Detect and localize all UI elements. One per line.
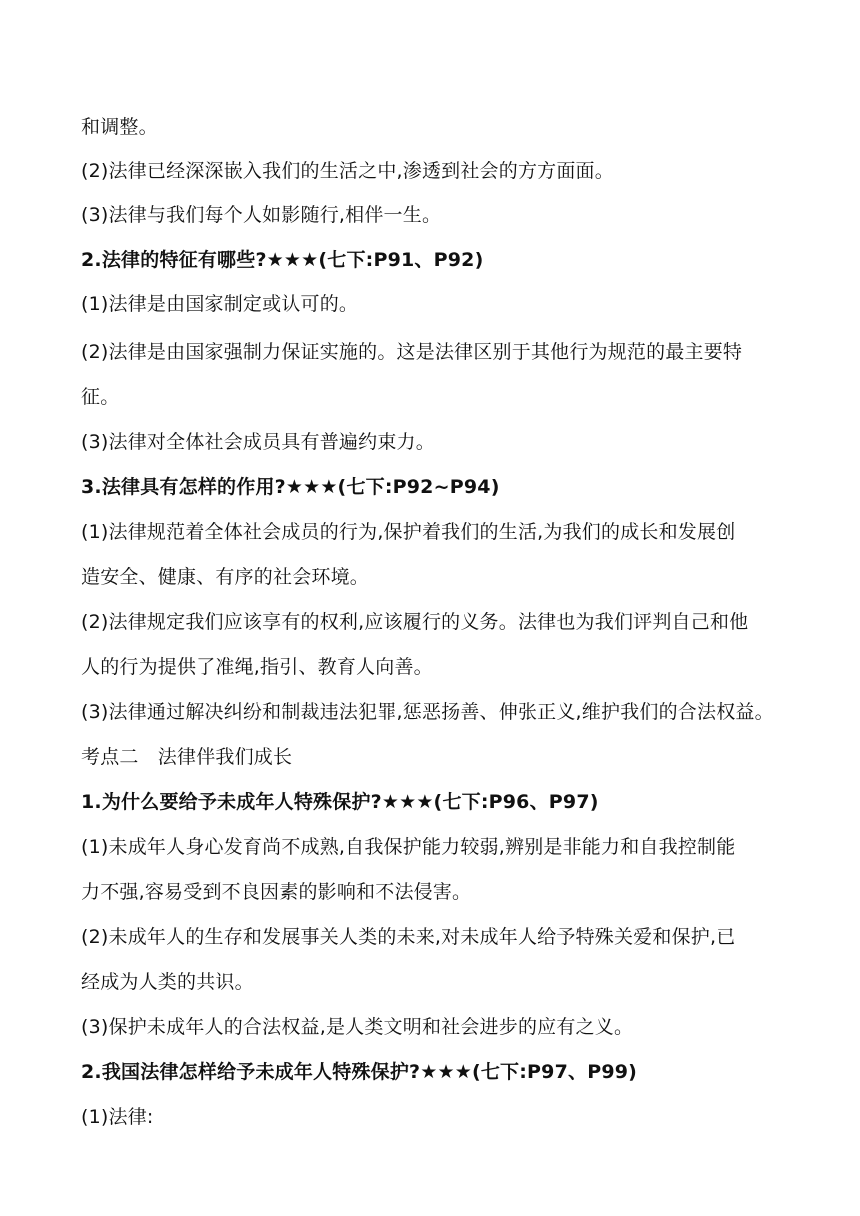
text-line-item-1: (1)法律是由国家制定或认可的。: [81, 293, 359, 315]
text-line-item-1: (1)法律规范着全体社会成员的行为,保护着我们的生活,为我们的成长和发展创: [81, 521, 736, 543]
text-line-item-3: (3)法律通过解决纠纷和制裁违法犯罪,惩恶扬善、伸张正义,维护我们的合法权益。: [81, 701, 774, 723]
text-line-item-1: (1)法律:: [81, 1106, 154, 1128]
text-line-item-2: (2)未成年人的生存和发展事关人类的未来,对未成年人给予特殊关爱和保护,已: [81, 926, 736, 948]
text-line-continuation: 经成为人类的共识。: [81, 971, 254, 993]
text-line-continuation: 和调整。: [81, 116, 158, 138]
text-line-item-3: (3)法律与我们每个人如影随行,相伴一生。: [81, 204, 442, 226]
section-title-kaodian-2: 考点二 法律伴我们成长: [81, 746, 293, 768]
text-line-continuation: 造安全、健康、有序的社会环境。: [81, 566, 370, 588]
text-line-continuation: 力不强,容易受到不良因素的影响和不法侵害。: [81, 881, 472, 903]
text-line-item-2: (2)法律是由国家强制力保证实施的。这是法律区别于其他行为规范的最主要特: [81, 341, 743, 363]
text-line-item-2: (2)法律规定我们应该享有的权利,应该履行的义务。法律也为我们评判自己和他: [81, 611, 749, 633]
question-heading-how-protect: 2.我国法律怎样给予未成年人特殊保护?★★★(七下:P97、P99): [81, 1061, 638, 1083]
text-line-continuation: 人的行为提供了准绳,指引、教育人向善。: [81, 656, 433, 678]
text-line-item-3: (3)法律对全体社会成员具有普遍约束力。: [81, 431, 435, 453]
question-heading-features: 2.法律的特征有哪些?★★★(七下:P91、P92): [81, 249, 484, 271]
text-line-item-1: (1)未成年人身心发育尚不成熟,自我保护能力较弱,辨别是非能力和自我控制能: [81, 836, 736, 858]
question-heading-functions: 3.法律具有怎样的作用?★★★(七下:P92~P94): [81, 476, 500, 498]
text-line-item-2: (2)法律已经深深嵌入我们的生活之中,渗透到社会的方方面面。: [81, 160, 614, 182]
question-heading-why-protect: 1.为什么要给予未成年人特殊保护?★★★(七下:P96、P97): [81, 791, 599, 813]
text-line-item-3: (3)保护未成年人的合法权益,是人类文明和社会进步的应有之义。: [81, 1016, 634, 1038]
text-line-continuation: 征。: [81, 386, 120, 408]
